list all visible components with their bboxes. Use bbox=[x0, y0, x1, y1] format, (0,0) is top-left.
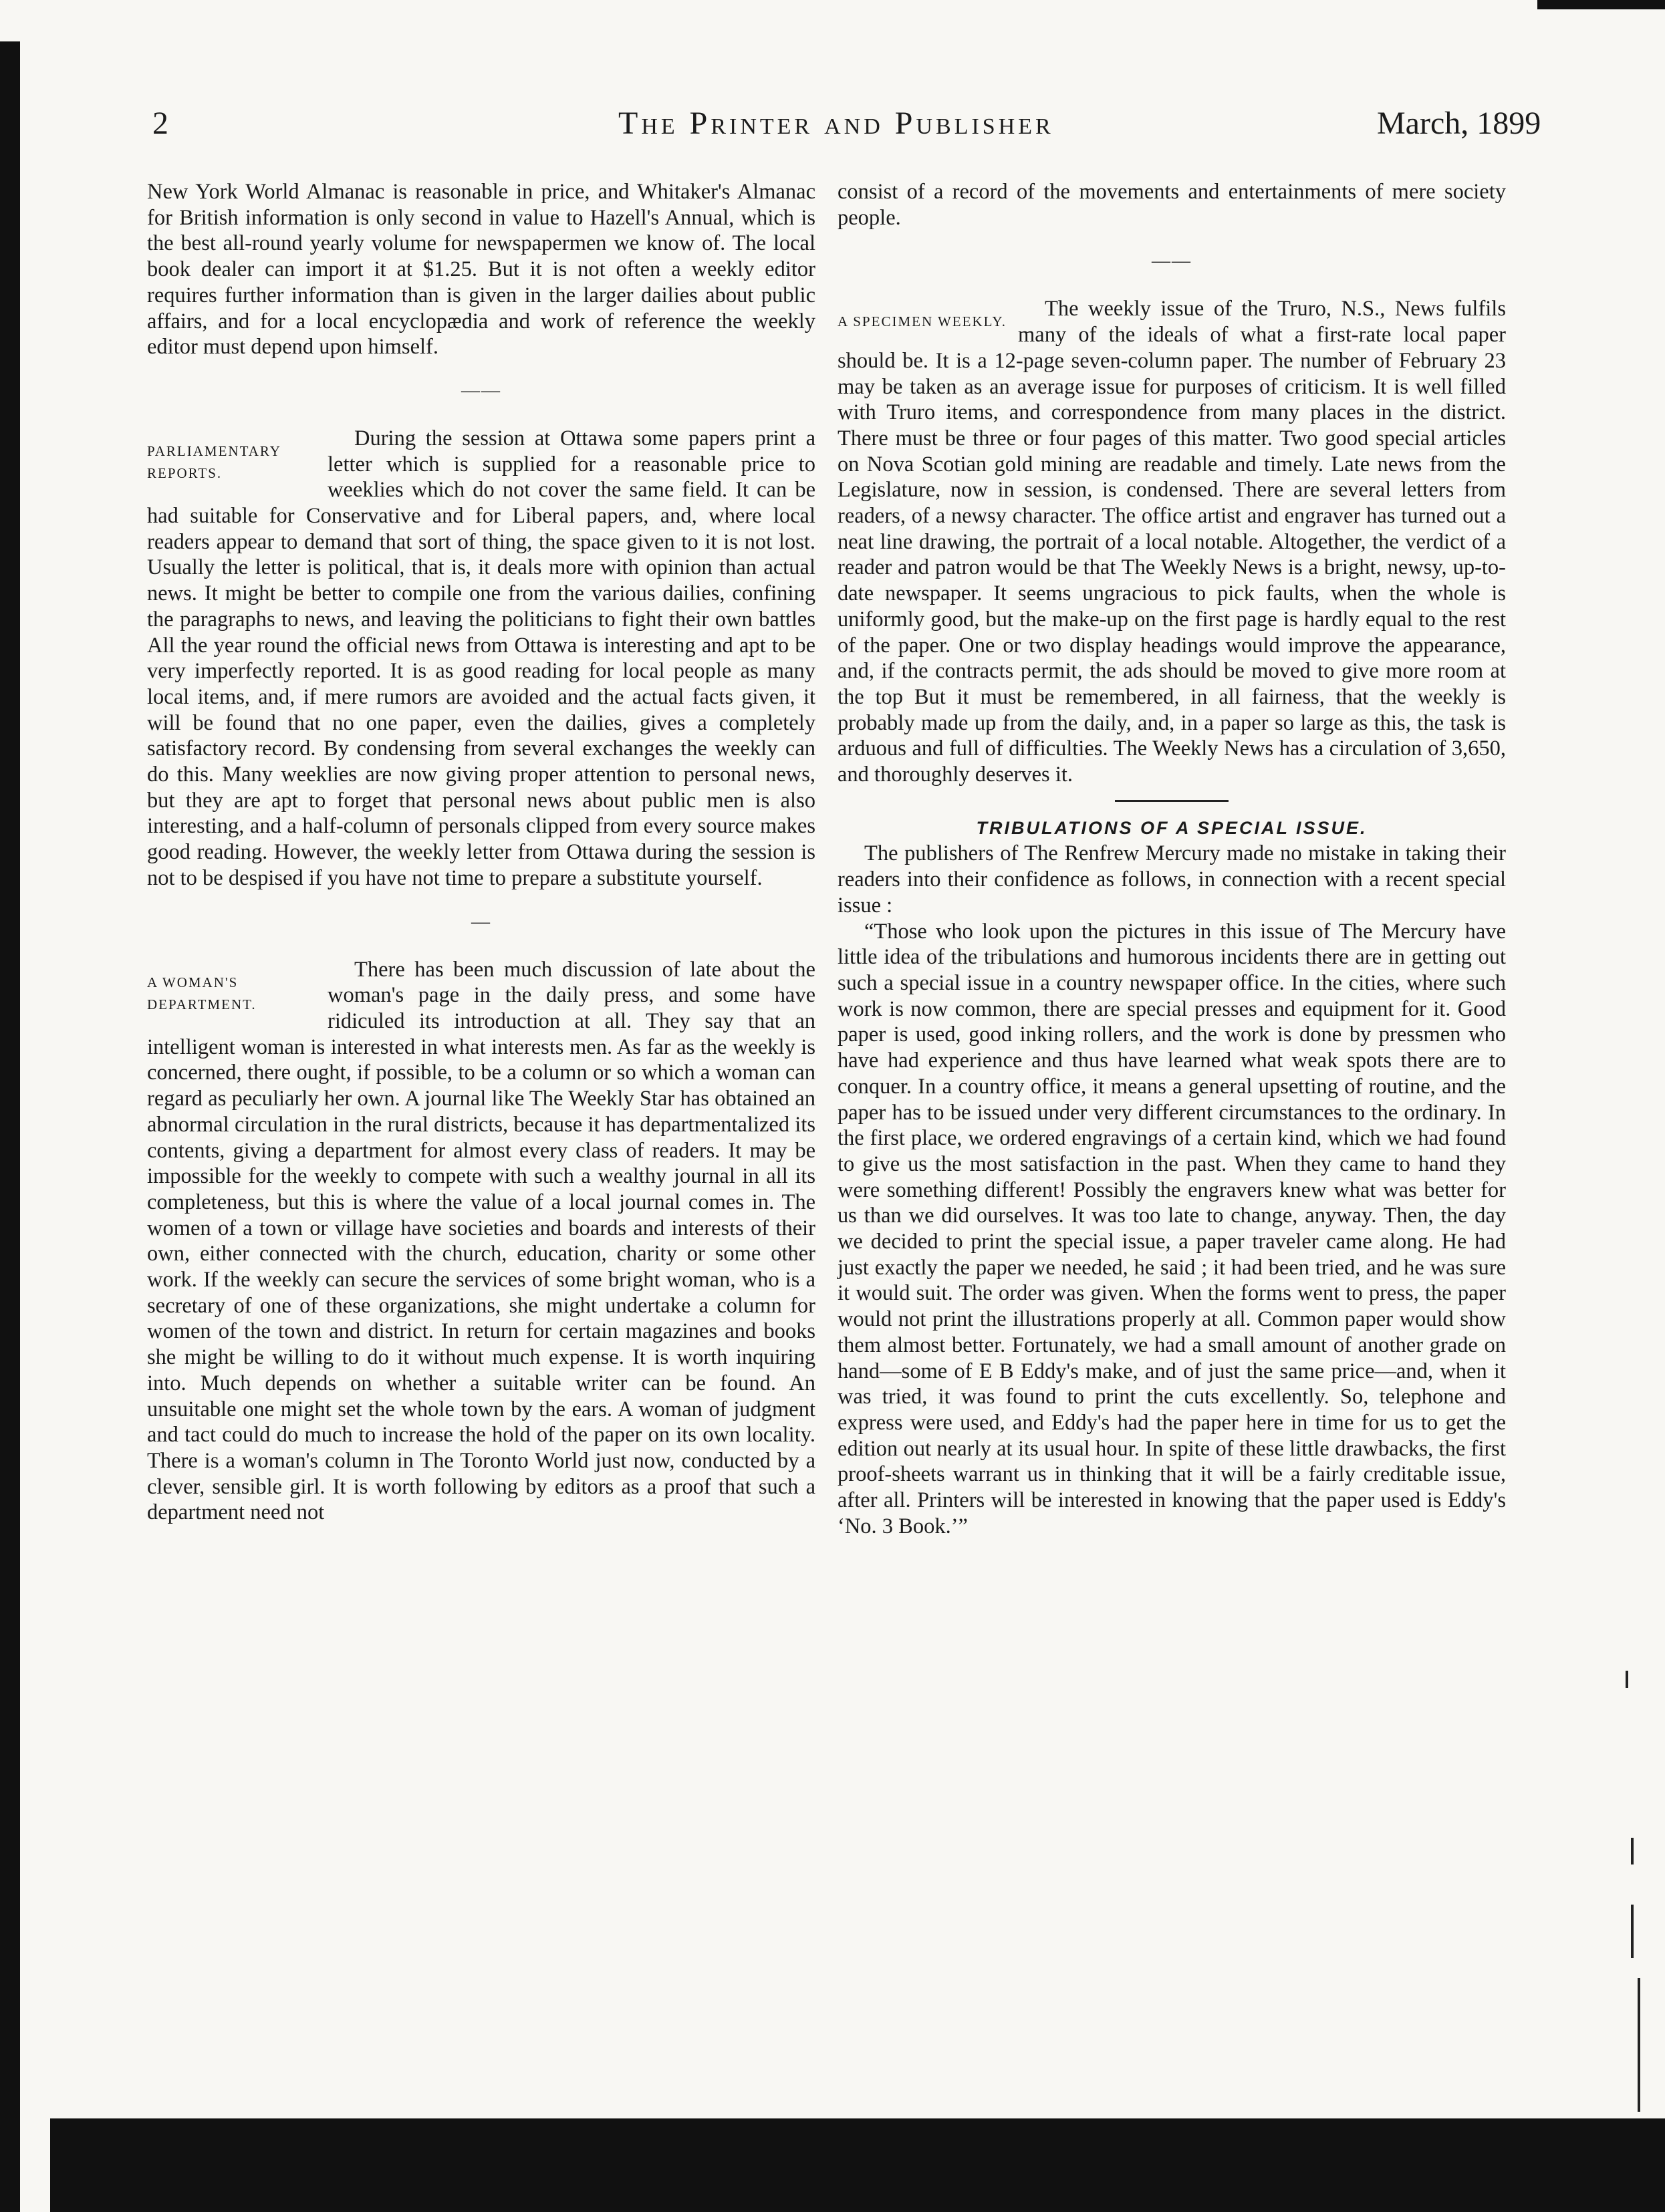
section-separator: —— bbox=[1152, 251, 1192, 272]
paragraph-text: During the session at Ottawa some papers print a letter which is supplied for a reasonable price to weeklies which do not cover the same field. It can be had suitable for Conservative and for Liberal papers, and, where local readers appear to demand that sort of thing, the space given to it is not lost. Usually the letter is political, that is, it deals more with opinion than actual news. It might be better to compile one from the various dailies, confining the paragraphs to news, and leaving the politicians to fight their own battles All the year round the official news from Ottawa is interesting and apt to be very imperfectly reported. It is as good reading for local people as many local items, and, if mere rumors are avoided and the actual facts given, it will be found that no one paper, even the dailies, gives a completely satisfactory record. By condensing from several exchanges the weekly can do this. Many weeklies are now giving proper attention to personal news, but they are apt to forget that personal news about public men is also interesting, and a half-column of personals clipped from every source makes good reading. However, the weekly letter from Ottawa during the session is not to be despised if you have not time to prepare a substitute yourself. bbox=[147, 426, 815, 890]
side-heading-specimen-weekly: A SPECIMEN WEEKLY. bbox=[838, 313, 1007, 330]
paragraph-parliamentary-reports bbox=[147, 426, 815, 891]
scan-edge-bottom bbox=[50, 2118, 1665, 2212]
paragraph-continuation: consist of a record of the movements and entertainments of mere society people. bbox=[838, 180, 1506, 230]
section-separator: — bbox=[471, 911, 491, 932]
paragraph-almanac: New York World Almanac is reasonable in price, and Whitaker's Almanac for British information is only second in value to Hazell's Annual, which is the best all-round yearly volume for newspapermen we know of. The local book dealer can import it at $1.25. But it is not often a weekly editor requires further information than is given in the larger dailies about public affairs, and for a local encyclopædia and work of reference the weekly editor must depend upon himself. bbox=[147, 180, 815, 360]
scan-edge-left bbox=[0, 41, 20, 2212]
paragraph-text: There has been much discussion of late about the woman's page in the daily press, and some have ridiculed its introduction at all. They say that an intelligent woman is interested in what interests men. As far as the weekly is concerned, there ought, if possible, to be a column or so which a woman can regard as peculiarly her own. A journal like The Weekly Star has obtained an abnormal circulation in the rural districts, because it has departmentalized its contents, giving a department for almost every class of readers. It may be impossible for the weekly to compete with such a wealthy journal in all its completeness, but this is where the value of a local journal comes in. The women of a town or village have societies and boards and interests of their own, either connected with the church, education, charity or some other work. If the weekly can secure the services of some bright woman, who is a secretary of one of these organizations, she might undertake a column for women of the town and district. In return for certain magazines and books she might be willing to do it without much expense. It is worth inquiring into. Much depends on whether a suitable writer can be found. An unsuitable one might set the whole town by the ears. A woman of judgment and tact could do much to increase the hold of the paper on its own locality. There is a woman's column in The Toronto World just now, conducted by a clever, sensible girl. It is worth following by editors as a proof that such a department need not bbox=[147, 957, 815, 1525]
paragraph-renfrew-quote: “Those who look upon the pictures in this issue of The Mercury have little idea of the tribulations and humorous incidents there are in getting out such a special issue in a country newspaper office. In the cities, where such work is now common, there are special presses and equipment for it. Good paper is used, good inking rollers, and the work is done by pressmen who have had experience and thus have learned what weak spots there are to conquer. In a country office, it means a general upsetting of routine, and the paper has to be issued under very different circumstances to the ordinary. In the first place, we ordered engravings of a certain kind, which we had found to give us the most satisfaction in the past. When they came to hand they were something different! Possibly the engravers knew what was better for us than we did ourselves. It was too late to change, anyway. Then, the day we decided to print the special issue, a paper traveler came along. He had just exactly the paper we needed, he said ; it had been tried, and he was sure it would suit. The order was given. When the forms went to press, the paper would not print the illustrations properly at all. Common paper would show them almost better. Fortunately, we had a small amount of another grade on hand—some of E B Eddy's make, and of just the same price—and, when it was tried, it was found to print the cuts excellently. So, telephone and express were used, and Eddy's had the paper here in time for us to get the edition out nearly at its usual hour. In spite of these little drawbacks, the first proof-sheets warrant us in thinking that it will be a fairly creditable issue, after all. Printers will be interested in knowing that the paper used is Eddy's ‘No. 3 Book.’” bbox=[838, 919, 1506, 1538]
horizontal-rule bbox=[1115, 800, 1229, 802]
running-title: The Printer and Publisher bbox=[618, 106, 1054, 141]
paragraph-specimen-weekly bbox=[838, 296, 1506, 787]
paragraph-renfrew-intro: The publishers of The Renfrew Mercury made no mistake in taking their readers into their confidence as follows, in connection with a recent special issue : bbox=[838, 841, 1506, 918]
side-heading-womans-department: A WOMAN'S DEPARTMENT. bbox=[147, 974, 257, 1012]
issue-date: March, 1899 bbox=[1377, 106, 1541, 141]
paragraph-womans-department bbox=[147, 957, 815, 1526]
paragraph-text: The weekly issue of the Truro, N.S., News fulfils many of the ideals of what a first-rate local paper should be. It is a 12-page seven-column paper. The number of February 23 may be taken as an average issue for purposes of criticism. It is well filled with Truro items, and correspondence from many places in the district. There must be three or four pages of this matter. Two good special articles on Nova Scotian gold mining are readable and timely. Late news from the Legislature, now in session, is condensed. There are several letters from readers, of a newsy character. The office artist and engraver has turned out a neat line drawing, the portrait of a local notable. Altogether, the verdict of a reader and patron would be that The Weekly News is a bright, newsy, up-to-date newspaper. It seems ungracious to pick faults, when the whole is uniformly good, but the make-up on the first page is hardly equal to the rest of the paper. One or two display headings would improve the appearance, and, if the contracts permit, the ads should be moved to give more room at the top But it must be remembered, in all fairness, that the weekly is probably made up from the daily, and, in a paper so large as this, the task is arduous and full of difficulties. The Weekly News has a circulation of 3,650, and thoroughly deserves it. bbox=[838, 297, 1506, 787]
margin-mark bbox=[1631, 1838, 1634, 1864]
page-number: 2 bbox=[152, 106, 168, 141]
side-heading-parliamentary-reports: PARLIAMENTARY REPORTS. bbox=[147, 442, 281, 481]
right-column bbox=[838, 179, 1506, 1539]
left-column bbox=[147, 179, 815, 1526]
section-title: TRIBULATIONS OF A SPECIAL ISSUE. bbox=[976, 817, 1368, 838]
scan-edge-top bbox=[1537, 0, 1665, 9]
margin-mark bbox=[1626, 1671, 1628, 1688]
section-separator: —— bbox=[461, 380, 501, 401]
margin-mark bbox=[1638, 1978, 1640, 2112]
margin-mark bbox=[1631, 1905, 1634, 1958]
